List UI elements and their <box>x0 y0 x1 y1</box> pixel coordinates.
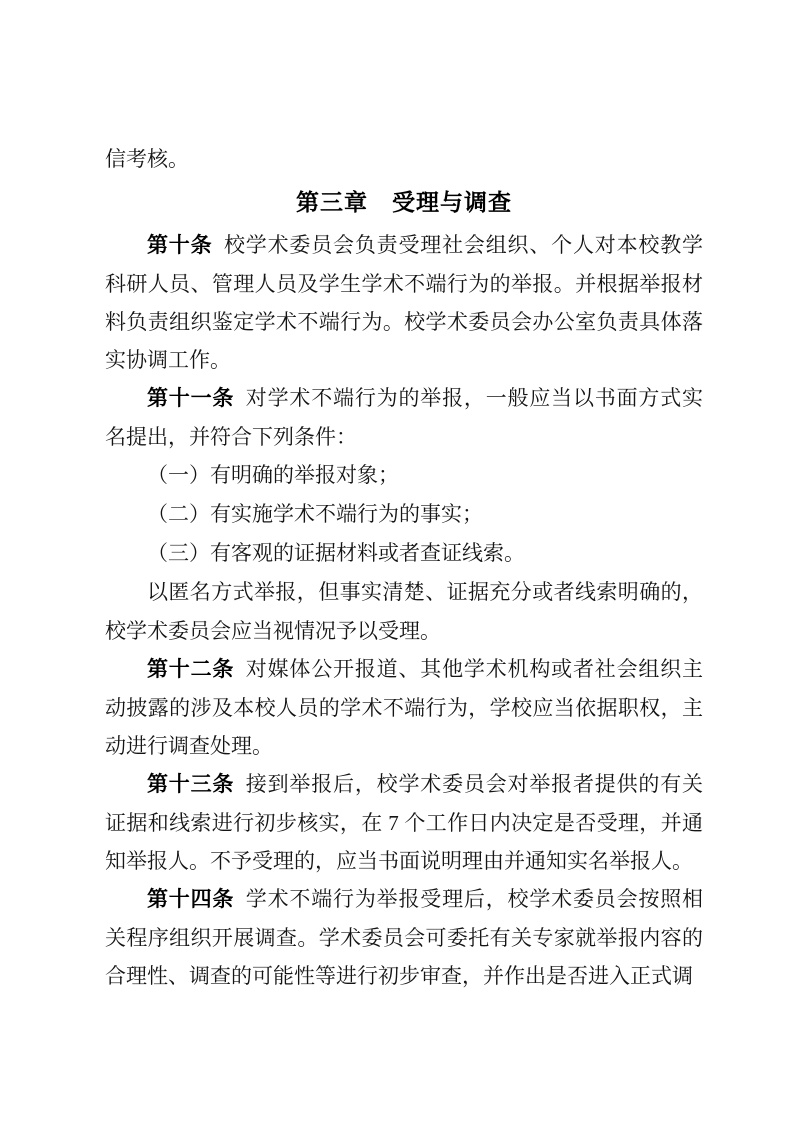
paragraph-article-10 <box>105 226 703 379</box>
paragraph-text: 对学术不端行为的举报，一般应当以书面方式实名提出，并符合下列条件： <box>105 386 704 449</box>
carryover-text-fragment: 信考核。 <box>105 147 189 171</box>
article-number: 第十四条 <box>147 888 235 911</box>
paragraph-text: （一）有明确的举报对象； <box>147 463 399 487</box>
paragraph-article-12 <box>105 650 703 765</box>
paragraph-text: 对媒体公开报道、其他学术机构或者社会组织主动披露的涉及本校人员的学术不端行为，学校应当依据职权，主动进行调查处理。 <box>105 657 704 758</box>
paragraph-anonymous-report <box>105 573 703 650</box>
paragraph-article-14 <box>105 880 703 995</box>
paragraph-text: 学术不端行为举报受理后，校学术委员会按照相关程序组织开展调查。学术委员会可委托有关专家就举报内容的合理性、调查的可能性等进行初步审查，并作出是否进入正式调 <box>105 887 704 988</box>
article-number: 第十三条 <box>147 773 235 796</box>
paragraph-text: （二）有实施学术不端行为的事实； <box>147 502 483 526</box>
article-number: 第十二条 <box>147 658 235 681</box>
paragraph-text: （三）有客观的证据材料或者查证线索。 <box>147 541 525 565</box>
paragraph-text: 校学术委员会负责受理社会组织、个人对本校教学科研人员、管理人员及学生学术不端行为的举报。并根据举报材料负责组织鉴定学术不端行为。校学术委员会办公室负责具体落实协调工作。 <box>105 233 704 372</box>
document-body <box>105 226 703 995</box>
paragraph-text: 以匿名方式举报，但事实清楚、证据充分或者线索明确的，校学术委员会应当视情况予以受理。 <box>105 580 703 643</box>
list-item-1 <box>105 456 703 495</box>
list-item-2 <box>105 495 703 534</box>
article-number: 第十条 <box>147 234 213 257</box>
list-item-3 <box>105 534 703 573</box>
paragraph-article-11 <box>105 379 703 456</box>
article-number: 第十一条 <box>147 387 235 410</box>
paragraph-text: 接到举报后，校学术委员会对举报者提供的有关证据和线索进行初步核实，在 7 个工作日内决定是否受理，并通知举报人。不予受理的，应当书面说明理由并通知实名举报人。 <box>105 772 704 873</box>
paragraph-article-13 <box>105 765 703 880</box>
chapter-heading: 第三章 受理与调查 <box>296 189 512 215</box>
